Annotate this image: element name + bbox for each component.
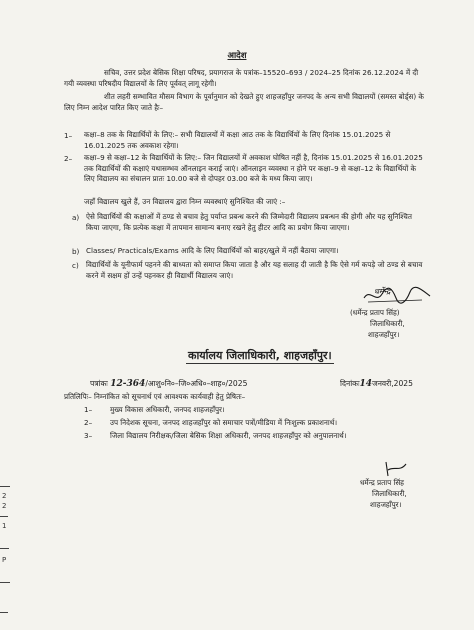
point-2-text: कक्षा–9 से कक्षा–12 के विद्यार्थियों के लिए:– जिन विद्यालयों में अवकाश घोषित नहीं है, दिनांक 15.01.2025 से 16.01.2025 तक विद्यार्थियों की कक्षाएं यथासम्भव ऑनलाइन कराई जाएं। ऑनलाइन व्यवस्था न होने पर कक्षा–9 से कक्षा–12 के विद्यार्थियों के लिए विद्यालय का संचालन प्रातः 10.00 बजे से दोपहर 03.00 बजे के मध्य किया जाए। — [84, 153, 423, 183]
date-handwritten: 14 — [359, 379, 373, 389]
edge-rule — [0, 548, 9, 549]
reference-rest: /आशु०नि०–जि०अधि०–शाह०/2025 — [145, 379, 248, 388]
copy-3-text: जिला विद्यालय निरीक्षक/जिला बेसिक शिक्षा अधिकारी, जनपद शाहजहाँपुर को अनुपालनार्थ। — [110, 431, 347, 440]
edge-mark: 2 — [2, 502, 7, 510]
signer-1-place: शाहजहाँपुर। — [368, 330, 400, 339]
handwritten-signature-2 — [382, 460, 412, 478]
copy-2-number: 2– — [84, 418, 93, 427]
copy-2-text: उप निदेशक सूचना, जनपद शाहजहाँपुर को समाचार पत्रों/मीडिया में निःशुल्क प्रकाशनार्थ। — [110, 418, 338, 427]
edge-rule — [0, 486, 10, 487]
intro-paragraph-1: सचिव, उत्तर प्रदेश बेसिक शिक्षा परिषद, प्रयागराज के पत्रांक–15520–693 / 2024–25 दिनांक 26.12.2024 में दी गयी व्यवस्था परिषदीय विद्यालयों के लिए पूर्ववत् लागू रहेगी। — [64, 68, 419, 88]
handwritten-signature-1 — [362, 284, 432, 306]
item-b-label: b) — [72, 247, 80, 256]
date-prefix: दिनांकः — [340, 379, 360, 388]
reference-prefix: पत्रांकः — [90, 379, 108, 388]
edge-mark: 1 — [2, 522, 7, 530]
edge-rule — [0, 516, 8, 517]
office-heading: कार्यालय जिलाधिकारी, शाहजहाँपुर। — [188, 349, 332, 362]
order-heading: आदेश — [227, 51, 247, 61]
signer-2-place: शाहजहाँपुर। — [370, 500, 402, 509]
item-b-text: Classes/ Practicals/Exams आदि के लिए विद्यार्थियों को बाहर/खुले में नहीं बैठाया जाएगा। — [86, 246, 339, 255]
item-c-text: विद्यार्थियों के यूनीफार्म पहनने की बाध्यता को समाप्त किया जाता है और यह सलाह दी जाती है कि ऐसे गर्म कपड़े जो ठण्ड से बचाव करने में सक्षम हों उन्हें पहनकर ही विद्यार्थी विद्यालय जाएं। — [86, 260, 423, 280]
signer-1-title: जिलाधिकारी, — [370, 319, 405, 328]
point-1-number: 1– — [64, 131, 73, 140]
edge-mark: P — [2, 556, 7, 564]
date-line — [340, 379, 413, 389]
edge-rule — [0, 582, 10, 583]
arrangement-intro: जहाँ विद्यालय खुले हैं, उन विद्यालय द्वारा निम्न व्यवस्थाएं सुनिश्चित की जाएं :– — [84, 197, 286, 206]
copy-3-number: 3– — [84, 431, 93, 440]
signature-text: धर्मेन्द्र — [374, 287, 391, 296]
reference-line — [90, 379, 247, 389]
item-a-label: a) — [72, 213, 80, 222]
intro-paragraph-2: शीत लहरी सम्भावित मौसम विभाग के पूर्वानुमान को देखते हुए शाहजहाँपुर जनपद के अन्य सभी विद्यालयों (समस्त बोर्ड्स) के लिए निम्न आदेश पारित किए जाते हैः– — [64, 92, 424, 112]
signer-2-name: धर्मेन्द्र प्रताप सिंह — [360, 478, 404, 487]
point-2-number: 2– — [64, 154, 73, 163]
copy-1-text: मुख्य विकास अधिकारी, जनपद शाहजहाँपुर। — [110, 405, 225, 414]
point-1-text: कक्षा–8 तक के विद्यार्थियों के लिए:– सभी विद्यालयों में कक्षा आठ तक के विद्यार्थियों के लिए दिनांक 15.01.2025 से 16.01.2025 तक अवकाश रहेगा। — [84, 130, 391, 150]
signer-1-name: (धर्मेन्द्र प्रताप सिंह) — [350, 308, 400, 317]
copy-1-number: 1– — [84, 405, 93, 414]
copy-to-line: प्रतिलिपिः– निम्नांकित को सूचनार्थ एवं आवश्यक कार्यवाही हेतु प्रेषितः– — [64, 392, 246, 401]
signer-2-title: जिलाधिकारी, — [372, 489, 407, 498]
item-a-text: ऐसे विद्यार्थियों की कक्षाओं में ठण्ड से बचाव हेतु पर्याप्त प्रबन्ध करने की जिम्मेदारी विद्यालय प्रबन्धन की होगी और यह सुनिश्चित किया जाएगा, कि प्रत्येक कक्षा में तापमान सामान्य बनाए रखने हेतु हीटर आदि का प्रयोग किया जाएगा। — [86, 212, 412, 232]
reference-number-handwritten: 12-364 — [110, 379, 146, 389]
date-rest: जनवरी,2025 — [372, 379, 413, 388]
edge-rule — [0, 612, 8, 613]
item-c-label: c) — [72, 261, 79, 270]
edge-mark: 2 — [2, 492, 7, 500]
